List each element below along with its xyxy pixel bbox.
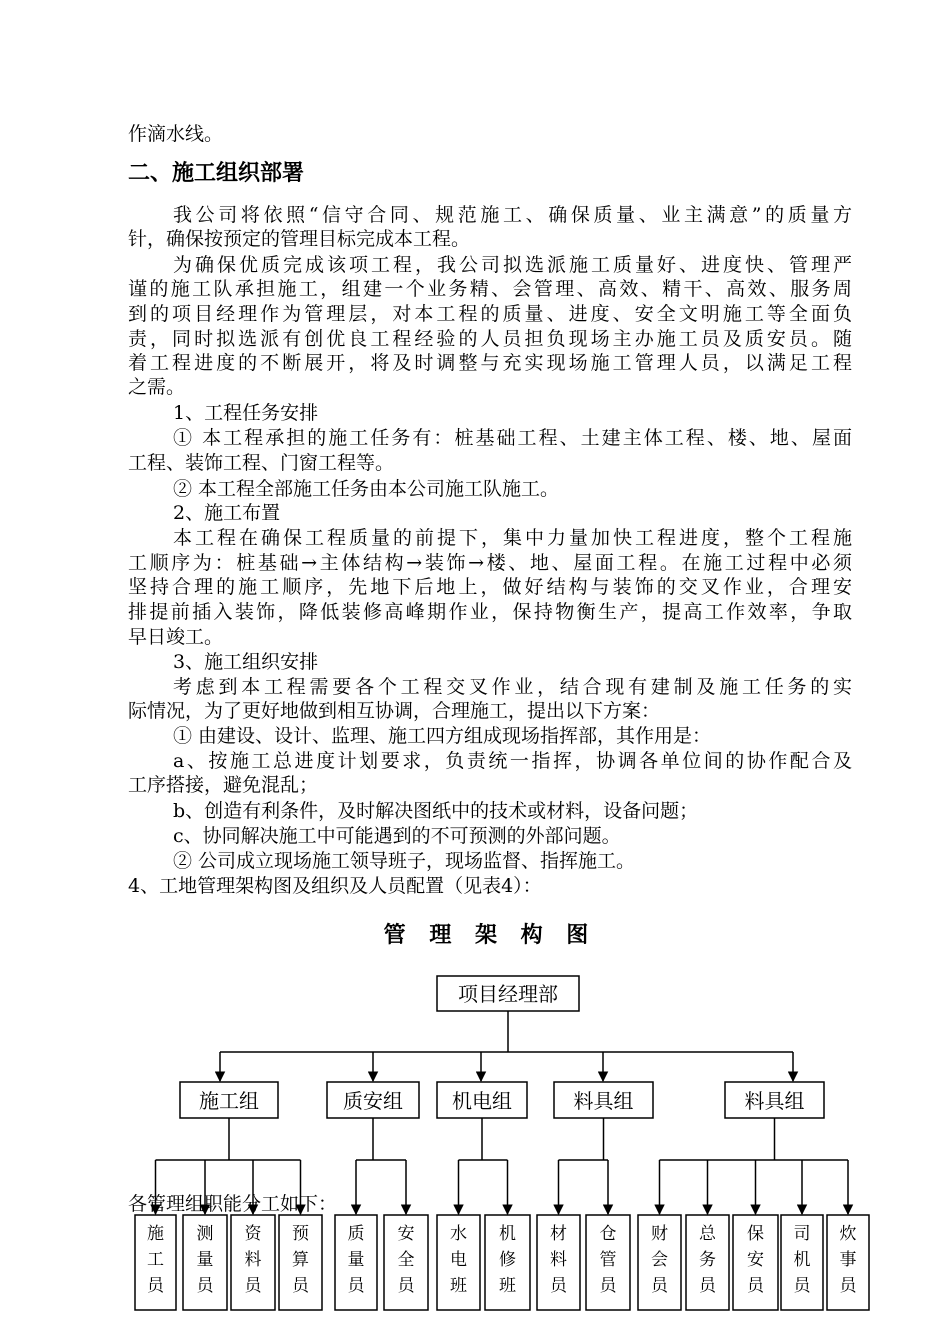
text-line: 4、工地管理架构图及组织及人员配置（见表4）： (128, 875, 542, 897)
text-line: ② 公司成立现场施工领导班子，现场监督、指挥施工。 (173, 850, 636, 872)
member-label-char: 员 (793, 1276, 811, 1296)
member-label-char: 班 (450, 1276, 467, 1296)
text-line: 工程、装饰工程、门窗工程等。 (128, 452, 395, 474)
member-label-char: 员 (839, 1276, 857, 1296)
member-label-char: 量 (347, 1250, 365, 1270)
group-label: 机电组 (452, 1089, 512, 1113)
text-line: 为确保优质完成该项工程，我公司拟选派施工质量好、进度快、管理严 (173, 254, 852, 276)
member-label-char: 仓 (599, 1224, 617, 1244)
group-label: 质安组 (343, 1089, 403, 1113)
member-label-char: 员 (292, 1276, 309, 1296)
section-heading: 二、施工组织部署 (128, 161, 305, 186)
member-label-char: 员 (347, 1276, 365, 1296)
member-label-char: 司 (793, 1224, 811, 1244)
text-line: 本工程在确保工程质量的前提下，集中力量加快工程进度，整个工程施 (173, 527, 852, 549)
member-label-char: 员 (244, 1276, 262, 1296)
text-line: 工序搭接，避免混乱； (128, 774, 319, 796)
text-line: 早日竣工。 (128, 626, 224, 648)
member-label-char: 员 (747, 1276, 764, 1296)
text-line: 之需。 (128, 376, 186, 398)
group-label: 施工组 (199, 1089, 259, 1113)
text-line: 谨的施工队承担施工，组建一个业务精、会管理、高效、精干、高效、服务周 (128, 278, 852, 300)
text-line: 考虑到本工程需要各个工程交叉作业，结合现有建制及施工任务的实 (173, 676, 852, 698)
group-label: 料具组 (744, 1089, 805, 1113)
text-line: c、协同解决施工中可能遇到的不可预测的外部问题。 (173, 825, 621, 847)
text-line: 3、施工组织安排 (173, 651, 319, 673)
overlay-caption: 各管理组职能分工如下： (128, 1193, 338, 1215)
member-label-char: 总 (699, 1224, 716, 1244)
member-label-char: 全 (397, 1250, 415, 1270)
member-label-char: 测 (196, 1224, 214, 1244)
member-label-char: 财 (651, 1224, 668, 1244)
text-line: 责，同时拟选派有创优良工程经验的人员担负现场主办施工员及质安员。随 (128, 328, 852, 350)
text-line: 我公司将依照“信守合同、规范施工、确保质量、业主满意”的质量方 (173, 204, 852, 226)
member-label-char: 料 (244, 1250, 262, 1270)
group-label: 料具组 (573, 1089, 634, 1113)
text-line: 际情况，为了更好地做到相互协调，合理施工，提出以下方案： (128, 700, 661, 722)
member-label-char: 员 (699, 1276, 716, 1296)
text-line: ① 本工程承担的施工任务有：桩基础工程、土建主体工程、楼、地、屋面 (173, 427, 852, 449)
text-line: ① 由建设、设计、监理、施工四方组成现场指挥部，其作用是： (173, 725, 712, 747)
member-label-char: 料 (550, 1250, 567, 1270)
member-label-char: 机 (793, 1250, 811, 1270)
member-label-char: 质 (347, 1224, 365, 1244)
text-line: 排提前插入装饰，降低装修高峰期作业，保持物衡生产，提高工作效率，争取 (128, 601, 852, 623)
member-label-char: 算 (292, 1250, 309, 1270)
member-label-char: 员 (147, 1276, 164, 1296)
text-line: 着工程进度的不断展开，将及时调整与充实现场施工管理人员，以满足工程 (128, 352, 852, 374)
text-line: 2、施工布置 (173, 502, 281, 524)
member-label-char: 资 (244, 1224, 262, 1244)
member-label-char: 预 (292, 1224, 309, 1244)
member-label-char: 施 (147, 1224, 164, 1244)
member-label-char: 员 (550, 1276, 567, 1296)
member-label-char: 修 (499, 1250, 516, 1270)
text-line: a、按施工总进度计划要求，负责统一指挥，协调各单位间的协作配合及 (173, 750, 852, 772)
member-label-char: 量 (196, 1250, 214, 1270)
member-label-char: 水 (450, 1224, 467, 1244)
text-line: 1、工程任务安排 (173, 402, 319, 424)
member-label-char: 安 (747, 1250, 764, 1270)
member-label-char: 员 (651, 1276, 668, 1296)
member-label-char: 员 (397, 1276, 415, 1296)
member-label-char: 班 (499, 1276, 516, 1296)
root-label: 项目经理部 (458, 982, 558, 1006)
member-label-char: 工 (147, 1250, 164, 1270)
member-label-char: 电 (450, 1250, 467, 1270)
member-label-char: 机 (499, 1224, 516, 1244)
member-label-char: 员 (196, 1276, 214, 1296)
member-label-char: 会 (651, 1250, 668, 1270)
text-line: ② 本工程全部施工任务由本公司施工队施工。 (173, 478, 560, 500)
org-chart-title: 管 理 架 构 图 (383, 923, 597, 948)
member-label-char: 事 (839, 1250, 857, 1270)
text-line: 针，确保按预定的管理目标完成本工程。 (128, 228, 471, 250)
member-label-char: 材 (550, 1224, 567, 1244)
member-label-char: 炊 (839, 1224, 857, 1244)
member-label-char: 员 (599, 1276, 617, 1296)
member-label-char: 安 (397, 1224, 415, 1244)
member-label-char: 管 (599, 1250, 617, 1270)
text-line: 坚持合理的施工顺序，先地下后地上，做好结构与装饰的交叉作业，合理安 (128, 576, 852, 598)
text-line: 工顺序为：桩基础→主体结构→装饰→楼、地、屋面工程。在施工过程中必须 (128, 552, 852, 574)
member-label-char: 务 (699, 1250, 716, 1270)
member-label-char: 保 (747, 1224, 764, 1244)
text-line: b、创造有利条件，及时解决图纸中的技术或材料，设备问题； (173, 800, 699, 822)
text-line: 作滴水线。 (128, 123, 224, 145)
text-line: 到的项目经理作为管理层，对本工程的质量、进度、安全文明施工等全面负 (128, 303, 852, 325)
